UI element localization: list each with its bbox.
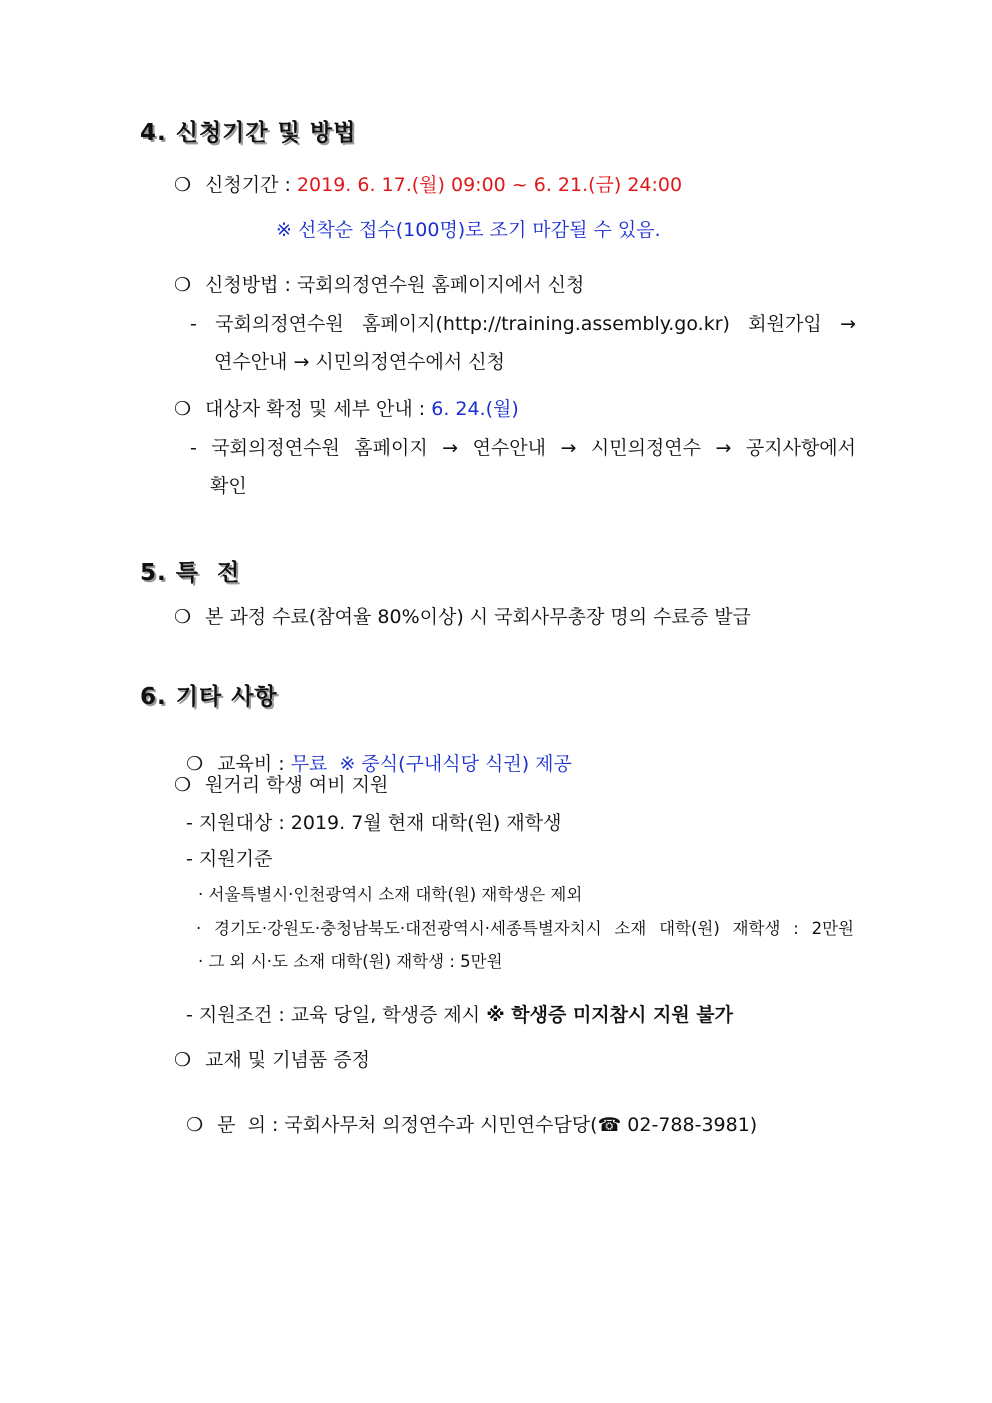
confirm-detail-2: 확인 [210,475,247,497]
circle-bullet-icon: ❍ [186,753,204,775]
fee-label: 교육비 : [217,753,291,775]
confirm-detail-1: - 국회의정연수원 홈페이지 → 연수안내 → 시민의정연수 → 공지사항에서 [190,437,856,459]
criteria-item-2: · 경기도·강원도·충청남북도·대전광역시·세종특별자치시 소재 대학(원) 재학생 : 2만원 [196,919,854,938]
certificate-text: 본 과정 수료(참여율 80%이상) 시 국회사무총장 명의 수료증 발급 [205,606,751,628]
circle-bullet-icon: ❍ [186,1114,204,1136]
contact-phone: 02-788-3981) [621,1114,758,1136]
confirm-line [174,394,519,421]
travel-text: 원거리 학생 여비 지원 [205,774,389,796]
confirm-label: 대상자 확정 및 세부 안내 : [205,398,432,420]
method-line [174,270,584,297]
section-5-heading: 5. 특 전 [140,560,241,586]
materials-line [174,1045,370,1072]
circle-bullet-icon: ❍ [174,398,192,420]
circle-bullet-icon: ❍ [174,174,192,196]
period-note: ※ 선착순 접수(100명)로 조기 마감될 수 있음. [276,219,661,241]
fee-value: 무료 ※ 중식(구내식당 식권) 제공 [290,753,572,775]
certificate-line [174,602,751,629]
condition-label: - 지원조건 : 교육 당일, 학생증 제시 [186,1004,487,1026]
phone-icon: ☎ [597,1114,622,1136]
section-6-heading: 6. 기타 사항 [140,684,278,710]
period-value: 2019. 6. 17.(월) 09:00 ~ 6. 21.(금) 24:00 [296,174,683,196]
support-criteria: - 지원기준 [186,848,273,870]
support-condition [186,1000,733,1027]
travel-line [174,770,388,797]
period-line [174,170,682,197]
support-target: - 지원대상 : 2019. 7월 현재 대학(원) 재학생 [186,812,562,834]
period-label: 신청기간 : [205,174,297,196]
contact-label: 문 의 : 국회사무처 의정연수과 시민연수담당( [217,1114,598,1136]
method-detail-2: 연수안내 → 시민의정연수에서 신청 [214,351,505,373]
circle-bullet-icon: ❍ [174,274,192,296]
materials-text: 교재 및 기념품 증정 [205,1049,370,1071]
method-label: 신청방법 : 국회의정연수원 홈페이지에서 신청 [205,274,585,296]
condition-warning: ※ 학생증 미지참시 지원 불가 [486,1004,734,1026]
fee-line [174,727,572,776]
criteria-item-3: · 그 외 시·도 소재 대학(원) 재학생 : 5만원 [198,952,503,971]
section-4-heading: 4. 신청기간 및 방법 [140,120,357,146]
circle-bullet-icon: ❍ [174,1049,192,1071]
criteria-item-1: · 서울특별시·인천광역시 소재 대학(원) 재학생은 제외 [198,885,583,904]
circle-bullet-icon: ❍ [174,774,192,796]
circle-bullet-icon: ❍ [174,606,192,628]
contact-line [174,1088,757,1137]
method-detail-1: - 국회의정연수원 홈페이지(http://training.assembly.go.kr) 회원가입 → [190,313,856,335]
confirm-value: 6. 24.(월) [431,398,519,420]
